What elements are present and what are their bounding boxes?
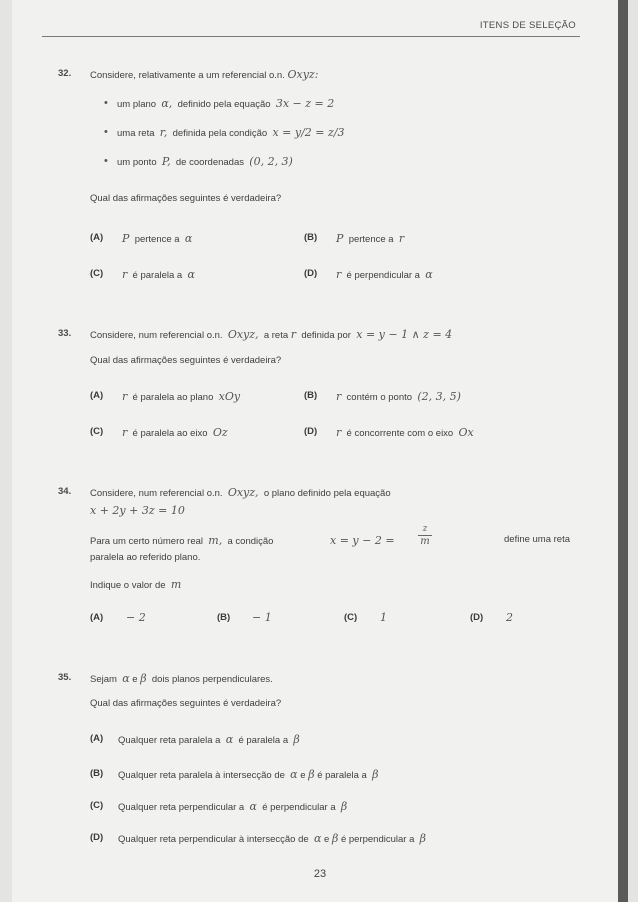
option-label: (B) xyxy=(304,232,318,243)
option-label: (B) xyxy=(304,390,318,401)
question-intro: Considere, num referencial o.n. Oxyz, a reta r definida por x = y − 1 ∧ z = 4 xyxy=(90,328,453,341)
header-divider xyxy=(42,36,580,37)
question-intro: Sejam α e β dois planos perpendiculares. xyxy=(90,672,273,685)
question-text: Indique o valor de m xyxy=(90,578,182,591)
option-label: (C) xyxy=(344,612,358,623)
option-text: Qualquer reta perpendicular à intersecção de α e β é perpendicular a β xyxy=(118,832,427,845)
option-label: (D) xyxy=(304,426,318,437)
option-label: (B) xyxy=(90,768,104,779)
question-number: 34. xyxy=(58,486,72,497)
question-number: 35. xyxy=(58,672,72,683)
condition-fraction: z m xyxy=(418,524,432,548)
list-item: uma reta r, definida pela condição x = y/2 = z/3 xyxy=(117,126,345,139)
question-number: 33. xyxy=(58,328,72,339)
option-text: r contém o ponto (2, 3, 5) xyxy=(336,390,461,403)
page-edge-shadow xyxy=(618,0,628,902)
option-text: r é concorrente com o eixo Ox xyxy=(336,426,474,439)
option-label: (D) xyxy=(90,832,104,843)
question-prompt: Qual das afirmações seguintes é verdadeira? xyxy=(90,193,282,204)
bullet-icon: • xyxy=(104,97,108,109)
option-value: − 1 xyxy=(252,611,272,624)
list-item: um plano α, definido pela equação 3x − z = 2 xyxy=(117,97,335,110)
option-label: (A) xyxy=(90,390,104,401)
option-label: (C) xyxy=(90,426,104,437)
option-label: (C) xyxy=(90,800,104,811)
option-label: (A) xyxy=(90,612,104,623)
question-text: Para um certo número real m, a condição xyxy=(90,534,274,547)
question-intro: Considere, num referencial o.n. Oxyz, o plano definido pela equação xyxy=(90,486,391,499)
exam-page xyxy=(12,0,628,902)
section-header: ITENS DE SELEÇÃO xyxy=(479,20,576,31)
line-condition: x = y − 2 = xyxy=(330,534,395,547)
question-intro: Considere, relativamente a um referencial o.n. Oxyz: xyxy=(90,68,319,81)
bullet-icon: • xyxy=(104,155,108,167)
option-text: r é perpendicular a α xyxy=(336,268,433,281)
page-number: 23 xyxy=(313,868,327,880)
option-label: (B) xyxy=(217,612,231,623)
option-label: (D) xyxy=(304,268,318,279)
option-text: r é paralela ao eixo Oz xyxy=(122,426,228,439)
question-text: paralela ao referido plano. xyxy=(90,552,201,563)
option-label: (A) xyxy=(90,733,104,744)
option-value: 2 xyxy=(506,611,513,624)
option-value: 1 xyxy=(380,611,387,624)
option-label: (A) xyxy=(90,232,104,243)
question-number: 32. xyxy=(58,68,72,79)
option-text: P pertence a r xyxy=(336,232,405,245)
option-text: r é paralela a α xyxy=(122,268,195,281)
question-text: define uma reta xyxy=(504,534,571,545)
plane-equation: x + 2y + 3z = 10 xyxy=(90,504,185,517)
list-item: um ponto P, de coordenadas (0, 2, 3) xyxy=(117,155,293,168)
question-prompt: Qual das afirmações seguintes é verdadeira? xyxy=(90,698,282,709)
question-prompt: Qual das afirmações seguintes é verdadeira? xyxy=(90,355,282,366)
option-text: r é paralela ao plano xOy xyxy=(122,390,241,403)
option-label: (C) xyxy=(90,268,104,279)
option-text: Qualquer reta paralela à intersecção de α e β é paralela a β xyxy=(118,768,379,781)
option-text: P pertence a α xyxy=(122,232,193,245)
option-label: (D) xyxy=(470,612,484,623)
option-value: − 2 xyxy=(126,611,146,624)
option-text: Qualquer reta perpendicular a α é perpendicular a β xyxy=(118,800,348,813)
option-text: Qualquer reta paralela a α é paralela a β xyxy=(118,733,300,746)
bullet-icon: • xyxy=(104,126,108,138)
